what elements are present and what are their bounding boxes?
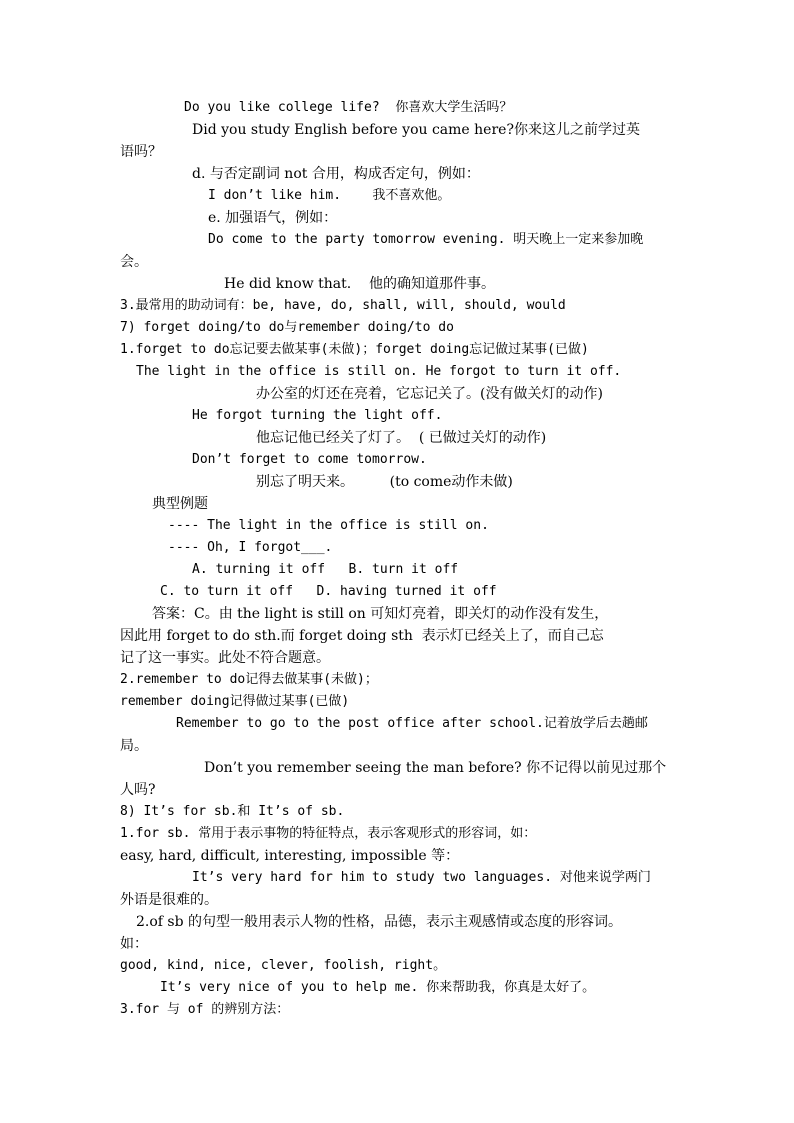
text-line: Do you like college life? 你喜欢大学生活吗？	[184, 100, 513, 115]
text-line: He forgot turning the light off.	[192, 408, 443, 423]
text-line: easy, hard, difficult, interesting, impossible 等：	[120, 848, 460, 864]
text-line: 1.forget to do忘记要去做某事(未做)；forget doing忘记做过某事(已做)	[120, 342, 589, 357]
text-line: It’s very nice of you to help me. 你来帮助我，你真是太好了。	[160, 980, 596, 995]
section-heading: 8) It’s for sb.和 It’s of sb.	[120, 804, 345, 819]
text-line: ---- Oh, I forgot___.	[168, 540, 333, 555]
text-line: 因此用 forget to do sth.而 forget doing sth 表示灯已经关上了，而自己忘	[120, 628, 604, 644]
text-line: 3.最常用的助动词有：be, have, do, shall, will, should, would	[120, 298, 566, 313]
text-line: 如：	[120, 936, 148, 952]
text-line: Don’t you remember seeing the man before? 你不记得以前见过那个	[204, 760, 667, 776]
text-line: 2.remember to do记得去做某事(未做)；	[120, 672, 378, 687]
text-line: 局。	[120, 738, 148, 754]
text-line: I don’t like him. 我不喜欢他。	[208, 188, 451, 203]
text-line: d. 与否定副词 not 合用，构成否定句，例如：	[192, 166, 480, 182]
text-line: ---- The light in the office is still on.	[168, 518, 489, 533]
section-heading: 7) forget doing/to do与remember doing/to do	[120, 320, 454, 335]
text-line: 3.for 与 of 的辨别方法：	[120, 1002, 290, 1017]
text-line: 2.of sb 的句型一般用表示人物的性格，品德，表示主观感情或态度的形容词。	[136, 914, 623, 930]
text-line: 外语是很难的。	[120, 892, 218, 908]
answer-options: A. turning it off B. turn it off	[192, 562, 459, 577]
text-line: 别忘了明天来。 (to come动作未做)	[256, 474, 513, 490]
text-line: 他忘记他已经关了灯了。 ( 已做过关灯的动作)	[256, 430, 547, 446]
example-heading: 典型例题	[152, 496, 208, 512]
text-line: remember doing记得做过某事(已做)	[120, 694, 350, 709]
text-line: Did you study English before you came here?你来这儿之前学过英	[192, 122, 640, 138]
text-line: Remember to go to the post office after school.记着放学后去趟邮	[176, 716, 648, 731]
text-line: Do come to the party tomorrow evening. 明天晚上一定来参加晚	[208, 232, 644, 247]
text-line: 办公室的灯还在亮着，它忘记关了。(没有做关灯的动作)	[256, 386, 603, 402]
text-line: The light in the office is still on. He forgot to turn it off.	[136, 364, 622, 379]
text-line: Don’t forget to come tomorrow.	[192, 452, 427, 467]
text-line: 答案：C。由 the light is still on 可知灯亮着，即关灯的动作没有发生，	[152, 606, 609, 622]
text-line: 会。	[120, 254, 148, 270]
text-line: 人吗?	[120, 782, 156, 798]
text-line: He did know that. 他的确知道那件事。	[224, 276, 496, 292]
text-line: 1.for sb. 常用于表示事物的特征特点，表示客观形式的形容词，如：	[120, 826, 537, 841]
text-line: 语吗？	[120, 144, 162, 160]
text-line: good, kind, nice, clever, foolish, right。	[120, 958, 447, 973]
text-line: 记了这一事实。此处不符合题意。	[120, 650, 330, 666]
text-line: It’s very hard for him to study two languages. 对他来说学两门	[192, 870, 651, 885]
answer-options: C. to turn it off D. having turned it off	[160, 584, 497, 599]
text-line: e. 加强语气，例如：	[208, 210, 338, 226]
